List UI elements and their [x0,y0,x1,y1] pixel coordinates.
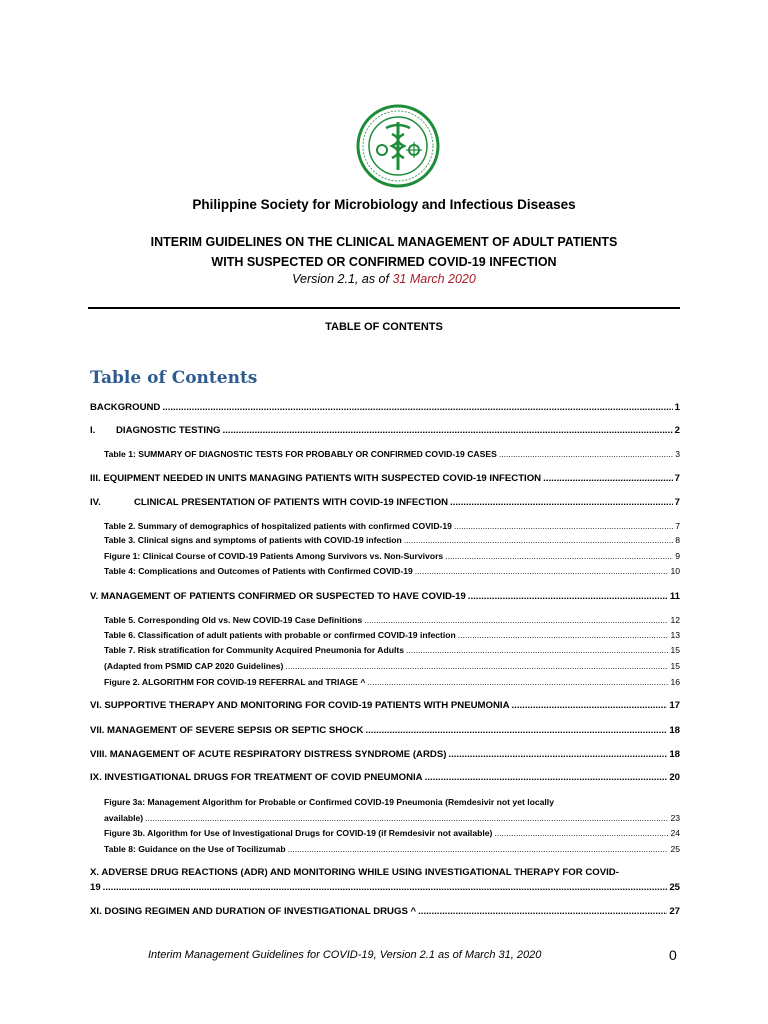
toc-entry-label: Figure 1: Clinical Course of COVID-19 Patients Among Survivors vs. Non-Survivors [104,551,444,561]
footer-text: Interim Management Guidelines for COVID-19, Version 2.1 as of March 31, 2020 [148,949,542,961]
toc-entry-page: 18 [669,749,680,760]
toc-entry-table-5[interactable] [104,615,680,625]
psmid-seal-icon [356,104,440,188]
toc-entry-page: 15 [670,661,680,671]
document-title-line-2: WITH SUSPECTED OR CONFIRMED COVID-19 INFECTION [211,255,557,269]
toc-entry-page: 20 [669,772,680,783]
toc-entry-label: Figure 3b. Algorithm for Use of Investigational Drugs for COVID-19 (if Remdesivir not available) [104,828,493,838]
toc-heading: Table of Contents [90,368,258,388]
toc-entry-label: Table 3. Clinical signs and symptoms of patients with COVID-19 infection [104,535,402,545]
toc-entry-label: VIII. MANAGEMENT OF ACUTE RESPIRATORY DISTRESS SYNDROME (ARDS) [90,749,447,760]
toc-entry-number: I. [90,425,96,436]
toc-entry-figure-2[interactable] [104,677,680,687]
toc-entry-supportive-therapy[interactable] [90,700,680,711]
toc-entry-page: 12 [670,615,680,625]
toc-entry-figure-3a-line-1[interactable]: Figure 3a: Management Algorithm for Probable or Confirmed COVID-19 Pneumonia (Remdesivir not yet locally [104,797,554,807]
toc-entry-page: 25 [670,844,680,854]
toc-entry-label: 19 [90,882,101,893]
version-date: 31 March 2020 [392,272,476,286]
toc-entry-page: 15 [670,645,680,655]
toc-entry-label: VI. SUPPORTIVE THERAPY AND MONITORING FOR COVID-19 PATIENTS WITH PNEUMONIA [90,700,510,711]
version-line [0,272,768,286]
toc-entry-page: 17 [669,700,680,711]
toc-entry-management-of-patients[interactable] [90,591,680,602]
toc-entry-label: III. EQUIPMENT NEEDED IN UNITS MANAGING PATIENTS WITH SUSPECTED COVID-19 INFECTION [90,473,542,484]
toc-entry-page: 11 [669,591,680,602]
toc-entry-page: 16 [670,677,680,687]
toc-entry-label: DIAGNOSTIC TESTING [116,425,221,436]
toc-entry-table-2[interactable] [104,521,680,531]
toc-entry-label: available) [104,813,144,823]
horizontal-rule [88,307,680,309]
toc-entry-label: Table 6. Classification of adult patients with probable or confirmed COVID-19 infection [104,630,456,640]
toc-entry-page: 7 [674,473,680,484]
toc-entry-figure-1[interactable] [104,551,680,561]
toc-entry-label: Figure 2. ALGORITHM FOR COVID-19 REFERRAL and TRIAGE ^ [104,677,366,687]
toc-caption: TABLE OF CONTENTS [325,321,443,333]
toc-entry-table-4[interactable] [104,566,680,576]
toc-entry-label: BACKGROUND [90,402,161,413]
toc-entry-adverse-drug-reactions[interactable] [90,882,680,893]
toc-entry-clinical-presentation[interactable] [90,497,680,508]
toc-entry-ards[interactable] [90,749,680,760]
toc-entry-page: 1 [674,402,680,413]
toc-entry-label: Table 4: Complications and Outcomes of Patients with Confirmed COVID-19 [104,566,413,576]
toc-entry-label: (Adapted from PSMID CAP 2020 Guidelines) [104,661,284,671]
toc-entry-page: 3 [675,449,680,459]
toc-entry-table-7[interactable] [104,645,680,655]
psmid-logo [356,104,440,188]
toc-entry-page: 27 [669,906,680,917]
toc-entry-dosing-regimen[interactable] [90,906,680,917]
toc-entry-figure-3b[interactable] [104,828,680,838]
toc-entry-adverse-drug-reactions-line-1[interactable]: X. ADVERSE DRUG REACTIONS (ADR) AND MONITORING WHILE USING INVESTIGATIONAL THERAPY FOR COVID- [90,867,619,878]
toc-entry-severe-sepsis[interactable] [90,725,680,736]
toc-entry-label: IX. INVESTIGATIONAL DRUGS FOR TREATMENT OF COVID PNEUMONIA [90,772,423,783]
toc-entry-page: 8 [675,535,680,545]
toc-entry-table-8[interactable] [104,844,680,854]
toc-entry-label: Table 2. Summary of demographics of hospitalized patients with confirmed COVID-19 [104,521,452,531]
toc-entry-label: Table 7. Risk stratification for Community Acquired Pneumonia for Adults [104,645,405,655]
toc-entry-page: 7 [674,497,680,508]
toc-entry-diagnostic-testing[interactable] [90,425,680,436]
toc-entry-page: 10 [670,566,680,576]
toc-entry-background[interactable] [90,402,680,413]
toc-entry-label: Table 1: SUMMARY OF DIAGNOSTIC TESTS FOR PROBABLY OR CONFIRMED COVID-19 CASES [104,449,497,459]
toc-entry-number: IV. [90,497,101,508]
toc-entry-page: 9 [675,551,680,561]
toc-entry-investigational-drugs[interactable] [90,772,680,783]
toc-entry-page: 7 [675,521,680,531]
version-prefix: Version 2.1, as of [292,272,393,286]
toc-entry-label: V. MANAGEMENT OF PATIENTS CONFIRMED OR SUSPECTED TO HAVE COVID-19 [90,591,466,602]
toc-entry-page: 2 [674,425,680,436]
toc-entry-label: Table 8: Guidance on the Use of Tocilizumab [104,844,286,854]
toc-entry-table-1[interactable] [104,449,680,459]
toc-entry-page: 25 [669,882,680,893]
toc-entry-label: VII. MANAGEMENT OF SEVERE SEPSIS OR SEPTIC SHOCK [90,725,364,736]
toc-entry-table-7-source[interactable] [104,661,680,671]
toc-entry-page: 18 [669,725,680,736]
toc-entry-label: XI. DOSING REGIMEN AND DURATION OF INVESTIGATIONAL DRUGS ^ [90,906,417,917]
toc-entry-page: 24 [670,828,680,838]
organization-name: Philippine Society for Microbiology and Infectious Diseases [192,197,576,212]
toc-entry-figure-3a[interactable] [104,813,680,823]
toc-entry-page: 23 [670,813,680,823]
document-title-line-1: INTERIM GUIDELINES ON THE CLINICAL MANAGEMENT OF ADULT PATIENTS [150,235,618,249]
toc-entry-equipment[interactable] [90,473,680,484]
footer-page-number: 0 [669,947,677,963]
toc-entry-table-3[interactable] [104,535,680,545]
toc-entry-label: CLINICAL PRESENTATION OF PATIENTS WITH COVID-19 INFECTION [134,497,449,508]
toc-entry-page: 13 [670,630,680,640]
toc-entry-label: Table 5. Corresponding Old vs. New COVID-19 Case Definitions [104,615,363,625]
toc-entry-table-6[interactable] [104,630,680,640]
